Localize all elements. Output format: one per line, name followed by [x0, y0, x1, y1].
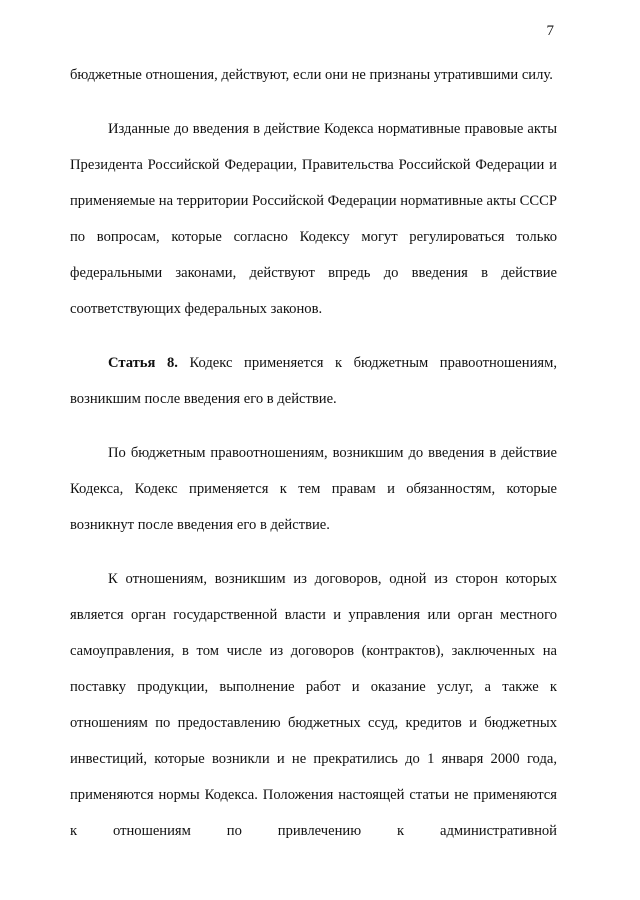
article-8-heading: Статья 8.	[108, 355, 178, 371]
paragraph-article-8	[70, 345, 557, 417]
paragraph-normative-acts: Изданные до введения в действие Кодекса нормативные правовые акты Президента Российской Федерации, Правительства Российской Федерации и применяемые на территории Российской Федерации нормативные акты СССР по вопросам, которые согласно Кодексу могут регулироваться только федеральными законами, действуют впредь до введения в действие соответствующих федеральных законов.	[70, 121, 557, 317]
page-number: 7	[546, 23, 554, 39]
paragraph-contracts: К отношениям, возникшим из договоров, одной из сторон которых является орган государственной власти и управления или орган местного самоуправления, в том числе из договоров (контрактов), заключенных на поставку продукции, выполнение работ и оказание услуг, а также к отношениям по предоставлению бюджетных ссуд, кредитов и бюджетных инвестиций, которые возникли и не прекратились до 1 января 2000 года, применяются нормы Кодекса. Положения настоящей статьи не применяются к отношениям по привлечению к административной	[70, 571, 557, 839]
article-8-text: Кодекс применяется к бюджетным правоотношениям, возникшим после введения его в действие.	[70, 355, 557, 407]
body-text	[70, 57, 557, 867]
paragraph-prior-relations: По бюджетным правоотношениям, возникшим до введения в действие Кодекса, Кодекс применяется к тем правам и обязанностям, которые возникнут после введения его в действие.	[70, 445, 557, 533]
paragraph-continuation: бюджетные отношения, действуют, если они не признаны утратившими силу.	[70, 67, 553, 83]
